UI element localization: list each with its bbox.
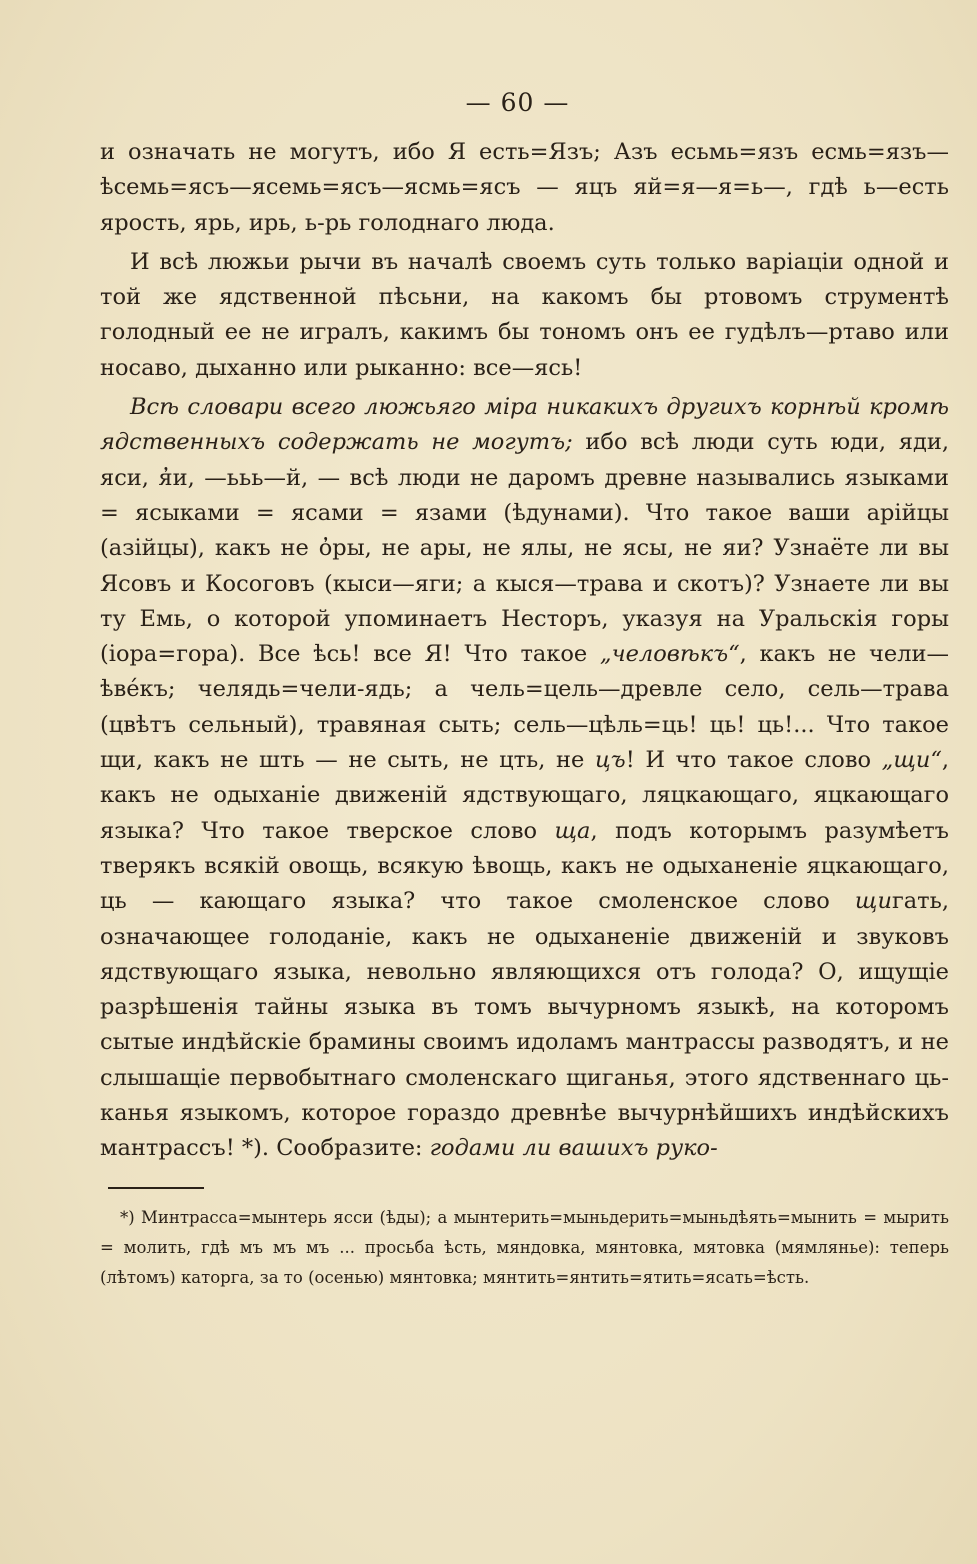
body-text bbox=[100, 135, 949, 1167]
paragraph-1: и означать не могутъ, ибо Я есть=Язъ; Азъ есьмь=язъ есмь=язъ—ѣсемь=ясъ—ясемь=ясъ—ясмь=ясъ — яцъ яй=я—я=ь—, гдѣ ь—есть ярость, ярь, ирь, ь-рь голоднаго люда. bbox=[100, 139, 949, 236]
italic-tail: годами ли вашихъ руко- bbox=[429, 1135, 718, 1162]
paragraph-3-part-3: ! И что такое слово bbox=[625, 747, 882, 774]
paragraph-3-part-5: , подъ которымъ разумѣетъ тверякъ всякій овощь, всякую ѣвощь, какъ не одыханеніе яцкающаго, ць — кающаго языка? что такое смоленское слово bbox=[100, 817, 949, 915]
italic-lead: Всѣ словари всего люжьяго міра никакихъ другихъ корнѣй кромѣ ядственныхъ содержать не могутъ; bbox=[100, 394, 949, 456]
footnote-divider bbox=[108, 1187, 204, 1189]
italic-shcha: ща bbox=[554, 817, 591, 844]
italic-ts: цъ bbox=[594, 747, 626, 774]
italic-shchi: „щи“ bbox=[881, 747, 942, 774]
paragraph-3-part-4: , какъ не одыханіе движеній ядствующаго, ляцкающаго, яцкающаго языка? Что такое тверское слово bbox=[100, 747, 950, 844]
paragraph-3 bbox=[100, 390, 949, 1167]
footnote-text: *) Минтрасса=мынтерь ясси (ѣды); а мынтерить=мыньдерить=мыньдѣять=мынить = мырить = молить, гдѣ мъ мъ мъ ... просьба ѣсть, мяндовка, мянтовка, мятовка (мямлянье): теперь (лѣтомъ) каторга, за то (осенью) мянтовка; мянтить=янтить=ятить=ясать=ѣсть. bbox=[100, 1207, 949, 1287]
paragraph-2: И всѣ люжьи рычи въ началѣ своемъ суть только варіаціи одной и той же ядственной пѣсьни, на какомъ бы ртовомъ струментѣ голодный ее не игралъ, какимъ бы тономъ онъ ее гудѣлъ—ртаво или носаво, дыханно или рыканно: все—ясь! bbox=[100, 248, 949, 381]
paragraph-3-part-6: гать, означающее голоданіе, какъ не одыханеніе движеній и звуковъ ядствующаго языка, невольно являющихся отъ голода? О, ищущіе разрѣшенія тайны языка въ томъ вычурномъ языкѣ, на которомъ сытые индѣйскіе брамины своимъ идоламъ мантрассы разводятъ, и не слышащіе первобытнаго смоленскаго щиганья, этого ядственнаго ць-канья языкомъ, которое гораздо древнѣе вычурнѣйшихъ индѣйскихъ мантрассъ! *). Сообразите: bbox=[100, 888, 949, 1162]
page-number: — 60 — bbox=[465, 88, 570, 117]
paragraph-3-part-1: ибо всѣ люди суть юди, яди, яси, я̓и, —ььь—й, — всѣ люди не даромъ древне назывались языками = ясыками = ясами = язами (ѣдунами). Что такое ваши арійцы (азійцы), какъ не о̓ры, не ары, не ялы, не ясы, не яи? Узнаёте ли вы Ясовъ и Косоговъ (кыси—яги; а кыся—трава и скотъ)? Узнаете ли вы ту Емь, о которой упоминаетъ Несторъ, указуя на Уральскія горы (іора=гора). Все ѣсь! все Я! Что такое bbox=[100, 429, 949, 668]
paragraph-3-part-2: , какъ не чели—ѣве́къ; челядь=чели-ядь; а чель=цель—древле село, сель—трава (цвѣтъ сельный), травяная сыть; сель—цѣль=ць! ць! ць!... Что такое щи, какъ не шть — не сыть, не цть, не bbox=[100, 641, 949, 774]
italic-shchi-2: щи bbox=[854, 888, 892, 915]
footnote bbox=[100, 1203, 949, 1293]
italic-chelovek: „человѣкъ“ bbox=[599, 641, 740, 668]
